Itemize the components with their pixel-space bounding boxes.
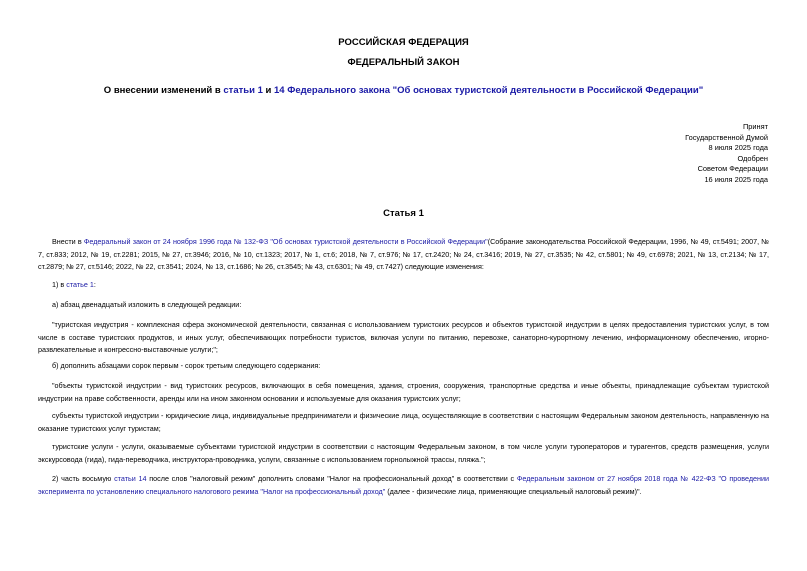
federal-law-link[interactable]: Федеральный закон от 24 ноября 1996 года № 132-ФЗ "Об основах туристской деятельности в Российской Федерации" (83, 237, 488, 246)
title-link-article-14[interactable]: 14 Федерального закона "Об основах туристской деятельности в Российской Федерации" (274, 85, 704, 96)
adoption-line: Одобрен (737, 153, 768, 163)
law-title: О внесении изменений в статьи 1 и 14 Федерального закона "Об основах туристской деятельности в Российской Федерации" (103, 85, 704, 96)
federal-law-422-link[interactable]: Федеральным законом от 27 ноября 2018 года № 422-ФЗ "О проведении эксперимента по установлению специального налогового режима "Налог на профессиональный доход" (38, 474, 770, 496)
adoption-line: Принят (742, 122, 768, 131)
title-link-article-1[interactable]: статьи 1 (223, 85, 263, 96)
intro-paragraph: Внести в Федеральный закон от 24 ноября 1996 года № 132-ФЗ "Об основах туристской деятельности в Российской Федерации"(Собрание законодательства Российской Федерации, 1996, № 49, ст.5491; 2007, № 7, ст.833; 2012, № 19, ст.2281; 2015, № 27, ст.3946; 2016, № 10, ст.1323; 2017, № 1, ст.6; 2018, № 7, ст.976; № 17, ст.2420; № 24, ст.3416; 2019, № 27, ст.3535; № 42, ст.5801; № 49, ст.6978; 2021, № 13, ст.2134; № 17, ст.2879; № 27, ст.5146; 2022, № 22, ст.3541; 2024, № 13, ст.1686; № 26, ст.3545; № 43, ст.6301; № 49, ст.7427) следующие изменения: (38, 237, 769, 272)
quote-paragraph-3: субъекты туристской индустрии - юридические лица, индивидуальные предприниматели и физические лица, осуществляющие в соответствии с настоящим Федеральным законом деятельность, направленную на оказание туристских услуг туристам; (38, 411, 769, 433)
article-title: Статья 1 (383, 208, 424, 219)
adoption-line: Советом Федерации (697, 164, 768, 174)
adoption-line: 16 июля 2025 года (704, 174, 768, 184)
article-14-link[interactable]: статьи 14 (114, 474, 147, 483)
adoption-info (685, 122, 768, 186)
quote-paragraph-4: туристские услуги - услуги, оказываемые субъектами туристской индустрии в соответствии с настоящим Федеральным законом, в том числе услуги туроператоров и турагентов, средств размещения, услуги экскурсовода (гида), гида-переводчика, инструктора-проводника, услуги, связанные с использованием горнолыжной трассы, пляжа."; (38, 442, 769, 464)
item-2: 2) часть восьмую статьи 14 после слов "налоговый режим" дополнить словами "Налог на профессиональный доход" в соответствии с Федеральным законом от 27 ноября 2018 года № 422-ФЗ "О проведении эксперимента по установлению специального налогового режима "Налог на профессиональный доход" (далее - физические лица, применяющие специальный налоговый режим)". (38, 474, 770, 496)
adoption-line: Государственной Думой (685, 132, 768, 142)
country-heading: РОССИЙСКАЯ ФЕДЕРАЦИЯ (338, 37, 469, 48)
doc-type-heading: ФЕДЕРАЛЬНЫЙ ЗАКОН (347, 57, 460, 68)
quote-paragraph-2: "объекты туристской индустрии - вид туристских ресурсов, включающих в себя помещения, здания, строения, сооружения, транспортные средства и иные объекты, принадлежащие субъектам туристской индустрии на праве собственности, аренды или на ином законном основании и используемые для оказания туристских услуг; (38, 381, 769, 403)
adoption-line: 8 июля 2025 года (708, 143, 768, 153)
article-1-link[interactable]: статье 1 (66, 280, 94, 289)
item-1: 1) в статье 1: (52, 280, 96, 289)
item-1a: а) абзац двенадцатый изложить в следующей редакции: (52, 300, 242, 309)
item-1b: б) дополнить абзацами сорок первым - сорок третьим следующего содержания: (52, 361, 321, 370)
quote-paragraph-1: "туристская индустрия - комплексная сфера экономической деятельности, связанная с использованием туристских ресурсов и объектов туристской индустрии в целях предоставления туристских услуг, в том числе в составе туристских продуктов, и иных услуг, обеспечивающих потребности туристов, включая услуги по питанию, перевозке, санаторно-курортному лечению, информационному обеспечению, игорно-развлекательные и конгрессно-выставочные услуги;"; (38, 320, 769, 355)
